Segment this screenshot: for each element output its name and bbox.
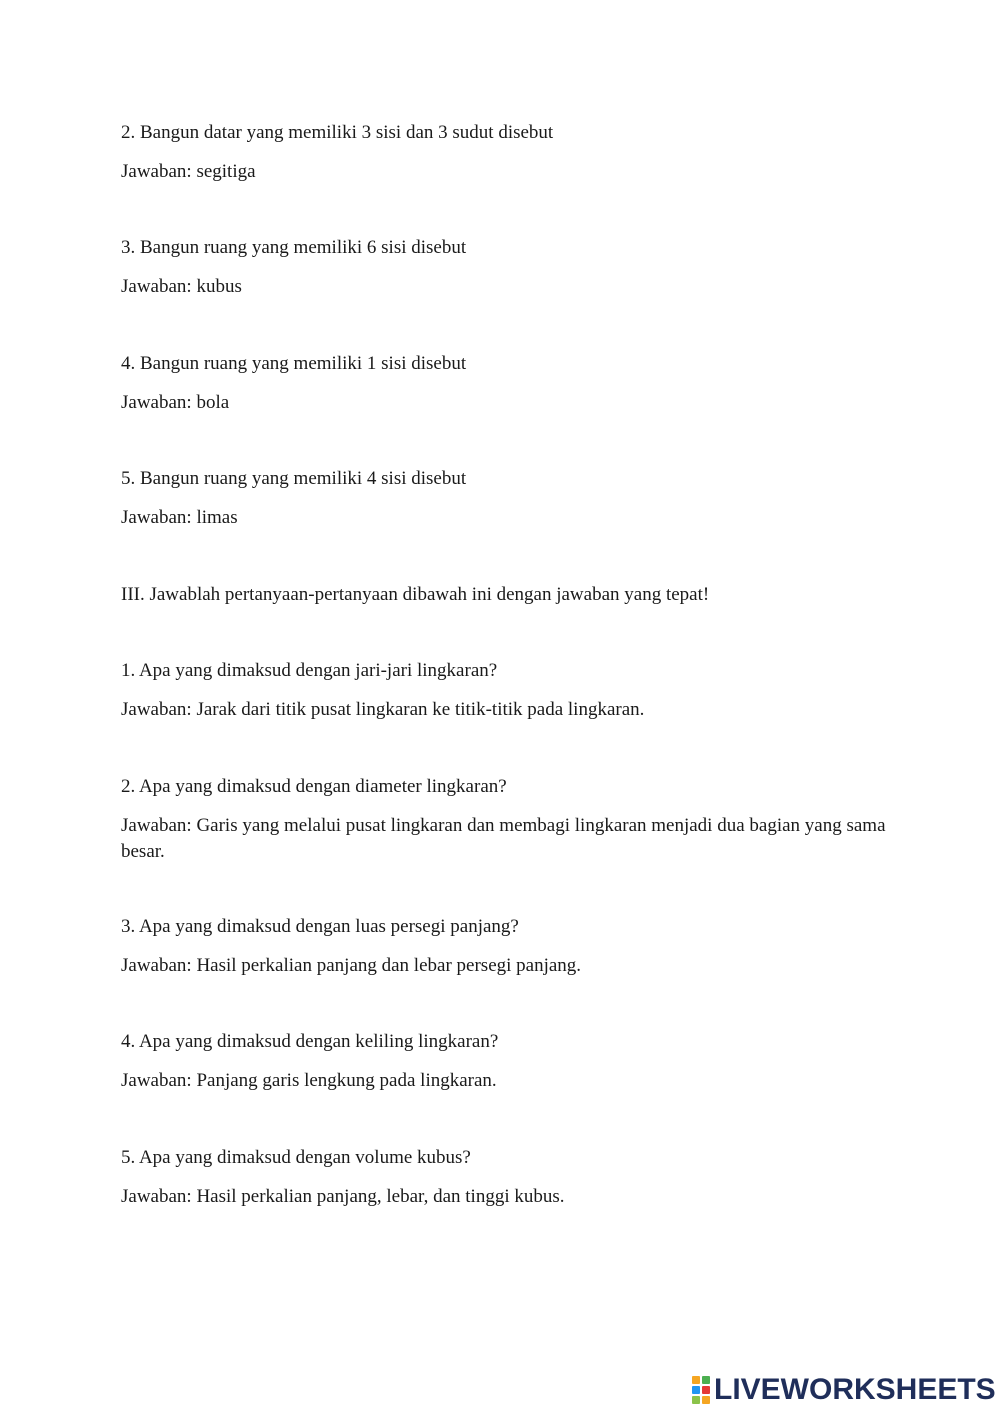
question-text: 4. Apa yang dimaksud dengan keliling lingkaran? [121,1031,499,1052]
liveworksheets-logo [692,1374,996,1406]
answer-text: Jawaban: Jarak dari titik pusat lingkaran ke titik-titik pada lingkaran. [121,699,645,720]
answer-text: Jawaban: kubus [121,276,242,297]
question-text: 4. Bangun ruang yang memiliki 1 sisi disebut [121,353,467,374]
answer-text: Jawaban: Hasil perkalian panjang, lebar, dan tinggi kubus. [121,1186,565,1207]
answer-text: Jawaban: segitiga [121,161,256,182]
answer-text: Jawaban: Garis yang melalui pusat lingkaran dan membagi lingkaran menjadi dua bagian yang sama besar. [121,815,886,862]
answer-text: Jawaban: bola [121,392,230,413]
question-text: 3. Bangun ruang yang memiliki 6 sisi disebut [121,237,467,258]
question-text: 5. Bangun ruang yang memiliki 4 sisi disebut [121,468,467,489]
answer-text: Jawaban: Hasil perkalian panjang dan lebar persegi panjang. [121,955,582,976]
answer-text: Jawaban: limas [121,507,238,528]
answer-text: Jawaban: Panjang garis lengkung pada lingkaran. [121,1070,497,1091]
question-text: 1. Apa yang dimaksud dengan jari-jari lingkaran? [121,660,498,681]
section-heading: III. Jawablah pertanyaan-pertanyaan dibawah ini dengan jawaban yang tepat! [121,584,710,605]
question-text: 3. Apa yang dimaksud dengan luas persegi panjang? [121,916,519,937]
question-text: 5. Apa yang dimaksud dengan volume kubus? [121,1147,471,1168]
question-text: 2. Apa yang dimaksud dengan diameter lingkaran? [121,776,507,797]
logo-squares-icon [692,1376,710,1404]
question-text: 2. Bangun datar yang memiliki 3 sisi dan 3 sudut disebut [121,122,554,143]
logo-text: LIVEWORKSHEETS [714,1373,996,1406]
